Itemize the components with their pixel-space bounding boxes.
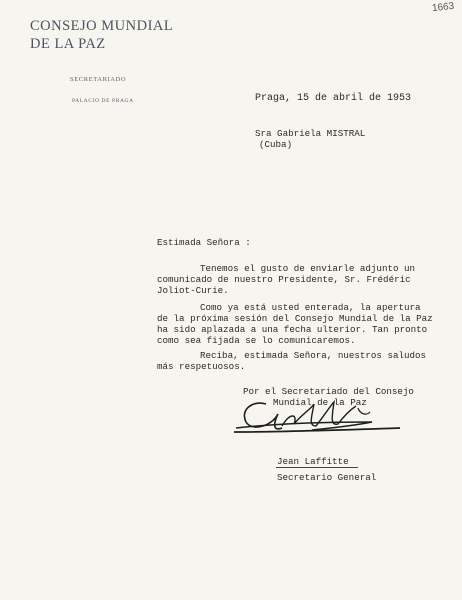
recipient-country: (Cuba) <box>259 139 293 150</box>
closing-line2: Mundial de la Paz <box>273 397 367 408</box>
recipient-name: Sra Gabriela MISTRAL <box>255 128 366 139</box>
letterhead-org-line1: CONSEJO MUNDIAL <box>30 18 174 34</box>
closing-line1: Por el Secretariado del Consejo <box>243 386 414 397</box>
signer-title: Secretario General <box>277 472 377 483</box>
p3-line1: Reciba, estimada Señora, nuestros saludos <box>200 350 427 361</box>
p1-line1: Tenemos el gusto de enviarle adjunto un <box>200 263 416 274</box>
p2-line2: de la próxima sesión del Consejo Mundial de la Paz <box>157 313 433 324</box>
letterhead-address: PALACIO DE PRAGA <box>72 98 134 104</box>
letterhead-org-line2: DE LA PAZ <box>30 36 106 52</box>
p1-line3: Joliot-Curie. <box>157 285 229 296</box>
salutation: Estimada Señora : <box>157 237 251 248</box>
p3-line2: más respetuosos. <box>157 361 246 372</box>
archive-number: 1663 <box>431 0 455 15</box>
handwritten-signature <box>232 392 404 444</box>
signer-name: Jean Laffitte <box>277 456 349 467</box>
p2-line3: ha sido aplazada a una fecha ulterior. Tan pronto <box>157 324 428 335</box>
p1-line2: comunicado de nuestro Presidente, Sr. Frédéric <box>157 274 411 285</box>
signature-underline <box>276 467 358 468</box>
place-date: Praga, 15 de abril de 1953 <box>255 93 412 104</box>
p2-line1: Como ya está usted enterada, la apertura <box>200 302 421 313</box>
letterhead-department: SECRETARIADO <box>70 76 127 83</box>
p2-line4: como sea fijada se lo comunicaremos. <box>157 335 356 346</box>
